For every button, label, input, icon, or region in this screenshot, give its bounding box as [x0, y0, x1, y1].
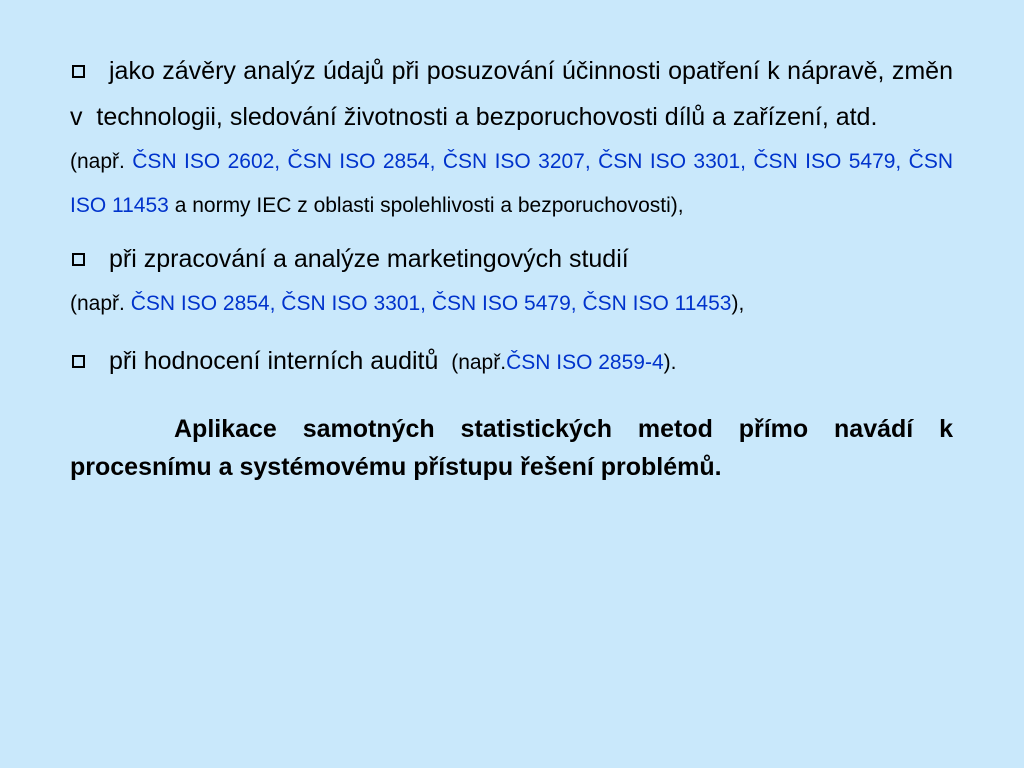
bullet-marketing-studies	[70, 236, 953, 282]
bullet-text: jako závěry analýz údajů při posuzování účinnosti opatření k nápravě, změn v technologii, sledování životnosti a bezporuchovosti dílů a zařízení, atd.	[70, 57, 953, 131]
bullet-text: při zpracování a analýze marketingových studií	[109, 245, 629, 273]
bullet-internal-audits	[70, 338, 953, 386]
slide-content	[70, 48, 953, 486]
standard-ref: ČSN ISO 3301,	[598, 150, 746, 173]
ref-prefix: (např.	[451, 351, 507, 374]
standard-ref: ČSN ISO 3207,	[442, 150, 591, 173]
refs-suffix: a normy IEC z oblasti spolehlivosti a bezporuchovosti),	[174, 194, 684, 217]
inline-reference	[445, 351, 676, 374]
checkbox-bullet-icon	[72, 65, 85, 78]
conclusion-paragraph: Aplikace samotných statistických metod přímo navádí k procesnímu a systémovému přístupu řešení problémů.	[70, 415, 953, 481]
checkbox-bullet-icon	[72, 253, 85, 266]
checkbox-bullet-icon	[72, 355, 85, 368]
standard-ref: ČSN ISO 11453	[70, 150, 954, 217]
standard-ref: ČSN ISO 2602,	[132, 150, 281, 173]
standard-ref: ČSN ISO 2859-4	[506, 351, 664, 374]
standard-ref: ČSN ISO 2854,	[287, 150, 436, 173]
standard-ref: ČSN ISO 2854,	[130, 292, 276, 315]
refs-prefix: (např.	[70, 150, 133, 173]
standard-ref: ČSN ISO 5479,	[753, 150, 902, 173]
refs-prefix: (např.	[70, 292, 131, 315]
ref-suffix: ).	[663, 351, 677, 374]
references-list-2	[70, 282, 953, 326]
references-list-1	[70, 140, 953, 228]
standard-ref: ČSN ISO 3301,	[281, 292, 427, 315]
standard-ref: ČSN ISO 11453	[582, 292, 732, 315]
bullet-conclusions-analysis	[70, 48, 953, 140]
refs-suffix: ),	[731, 292, 745, 315]
bullet-text: při hodnocení interních auditů	[109, 347, 439, 375]
standard-ref: ČSN ISO 5479,	[431, 292, 577, 315]
